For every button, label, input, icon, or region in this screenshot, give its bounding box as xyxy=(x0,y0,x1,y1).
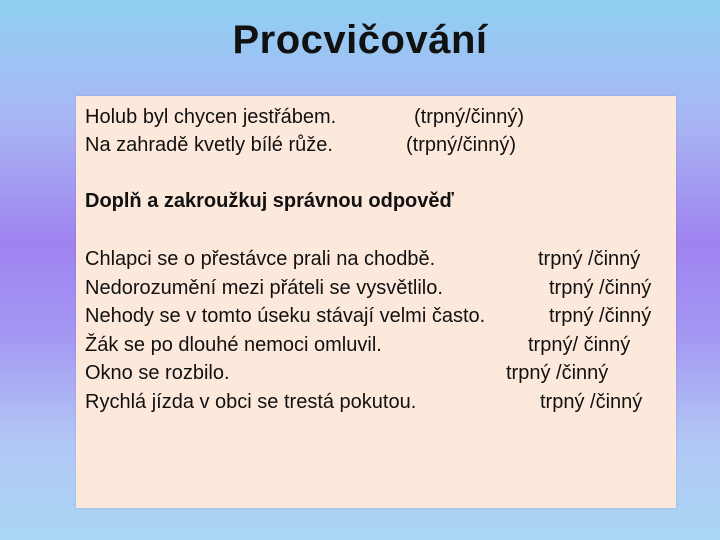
exercise-sentence-1: Chlapci se o přestávce prali na chodbě. xyxy=(85,248,436,270)
example-options-1: (trpný/činný) xyxy=(414,106,525,128)
example-sentence-1: Holub byl chycen jestřábem. xyxy=(85,106,337,128)
exercise-sentence-2: Nedorozumění mezi přáteli se vysvětlilo. xyxy=(85,277,443,299)
example-sentence-2: Na zahradě kvetly bílé růže. xyxy=(85,134,333,156)
content-panel xyxy=(76,96,676,508)
slide-title: Procvičování xyxy=(232,18,488,62)
exercise-options-2: trpný /činný xyxy=(549,277,652,299)
exercise-sentence-5: Okno se rozbilo. xyxy=(85,362,230,384)
example-options-2: (trpný/činný) xyxy=(406,134,517,156)
exercise-sentence-6: Rychlá jízda v obci se trestá pokutou. xyxy=(85,391,417,413)
exercise-sentence-3: Nehody se v tomto úseku stávají velmi často. xyxy=(85,305,486,327)
exercise-options-5: trpný /činný xyxy=(506,362,609,384)
instruction-text: Doplň a zakroužkuj správnou odpověď xyxy=(85,190,454,212)
exercise-options-1: trpný /činný xyxy=(538,248,641,270)
exercise-options-4: trpný/ činný xyxy=(528,334,631,356)
exercise-options-3: trpný /činný xyxy=(549,305,652,327)
exercise-sentence-4: Žák se po dlouhé nemoci omluvil. xyxy=(85,334,382,356)
exercise-options-6: trpný /činný xyxy=(540,391,643,413)
